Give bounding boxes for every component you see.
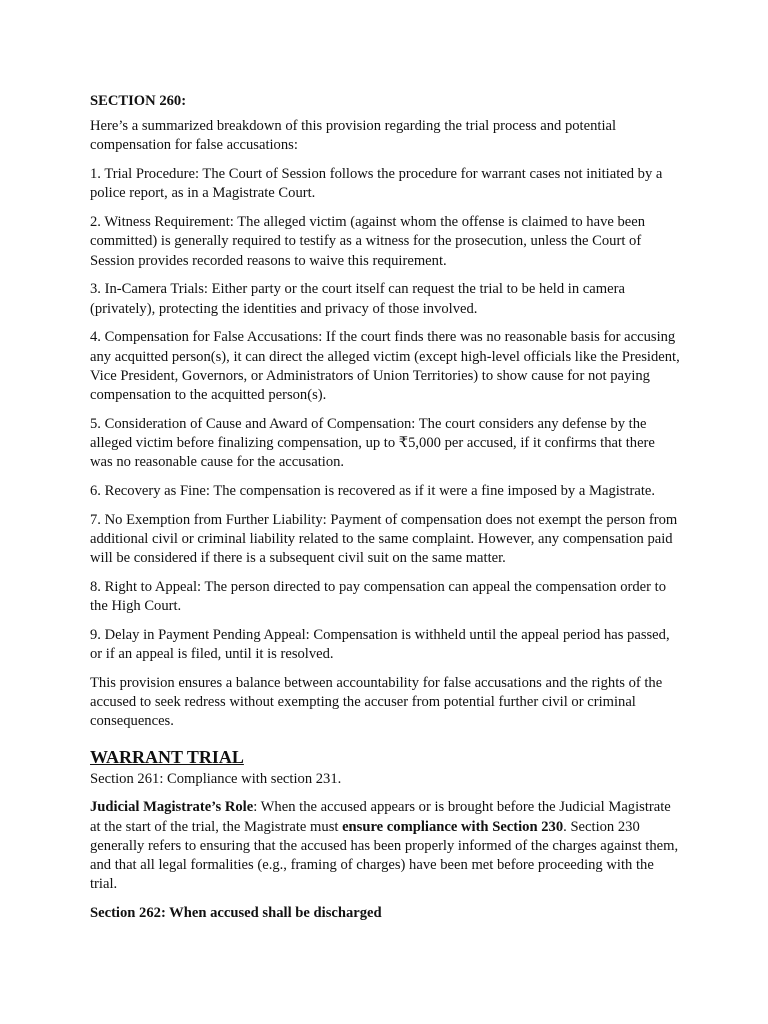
section-262-heading: Section 262: When accused shall be discharged	[90, 905, 382, 922]
section-260-conclusion: This provision ensures a balance between accountability for false accusations and the rights of the accused to seek redress without exempting the accuser from potential further civil or criminal consequences.	[90, 675, 663, 730]
role-text-1: : When the accused appears or is brought before the Judicial Magistrate at the start of the trial, the Magistrate must	[90, 799, 671, 835]
warrant-trial-heading: WARRANT TRIAL	[90, 746, 244, 767]
section-261-line: Section 261: Compliance with section 231.	[90, 770, 342, 787]
point-8: 8. Right to Appeal: The person directed to pay compensation can appeal the compensation order to the High Court.	[90, 579, 667, 615]
section-260-title: SECTION 260:	[90, 93, 187, 109]
judicial-magistrate-role-paragraph	[90, 798, 680, 894]
point-5: 5. Consideration of Cause and Award of Compensation: The court considers any defense by the alleged victim before finalizing compensation, up to ₹5,000 per accused, if it confirms that there was no reasonable cause for the accusation.	[90, 415, 655, 471]
point-3: 3. In-Camera Trials: Either party or the court itself can request the trial to be held in camera (privately), protecting the identities and privacy of those involved.	[90, 281, 625, 317]
document-page	[90, 92, 680, 933]
section-260-intro: Here’s a summarized breakdown of this provision regarding the trial process and potential compensation for false accusations:	[90, 118, 617, 154]
point-4: 4. Compensation for False Accusations: If the court finds there was no reasonable basis for accusing any acquitted person(s), it can direct the alleged victim (except high-level officials like the President, Vice President, Governors, or Administrators of Union Territories) to show cause for not paying compensation to the acquitted person(s).	[90, 329, 680, 404]
point-1: 1. Trial Procedure: The Court of Session follows the procedure for warrant cases not initiated by a police report, as in a Magistrate Court.	[90, 166, 663, 202]
point-6: 6. Recovery as Fine: The compensation is recovered as if it were a fine imposed by a Magistrate.	[90, 483, 656, 500]
point-9: 9. Delay in Payment Pending Appeal: Compensation is withheld until the appeal period has passed, or if an appeal is filed, until it is resolved.	[90, 627, 670, 663]
role-label: Judicial Magistrate’s Role	[90, 799, 254, 816]
point-2: 2. Witness Requirement: The alleged victim (against whom the offense is claimed to have been committed) is generally required to testify as a witness for the prosecution, unless the Court of Session provides recorded reasons to waive this requirement.	[90, 214, 646, 269]
point-7: 7. No Exemption from Further Liability: Payment of compensation does not exempt the person from additional civil or criminal liability related to the same complaint. However, any compensation paid will be considered if there is a subsequent civil suit on the same matter.	[90, 511, 678, 567]
role-bold-text: ensure compliance with Section 230	[342, 818, 564, 835]
role-text-2: . Section 230 generally refers to ensuring that the accused has been properly informed of the charges against them, and that all legal formalities (e.g., framing of charges) have been met before proceeding with the trial.	[90, 818, 679, 893]
